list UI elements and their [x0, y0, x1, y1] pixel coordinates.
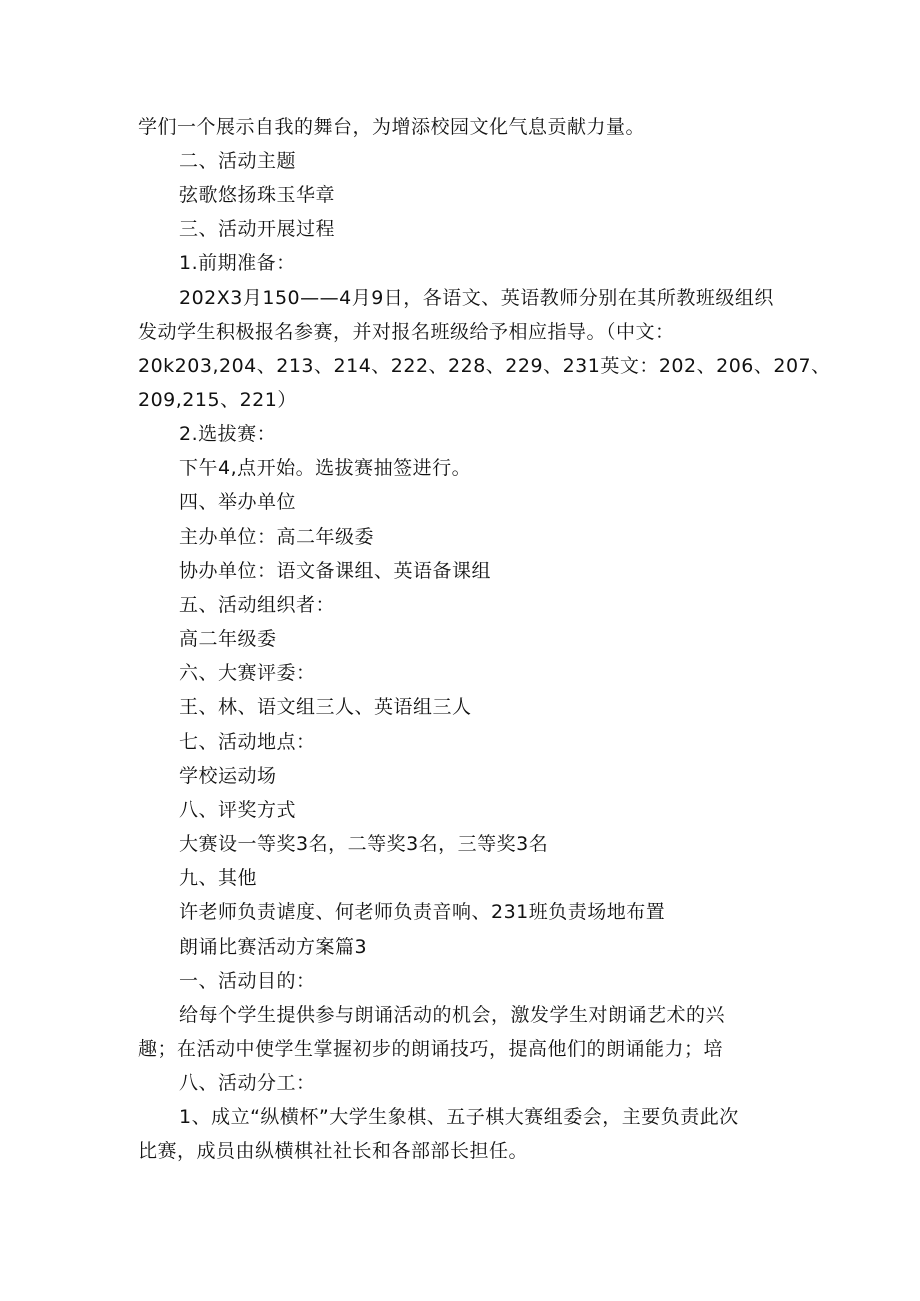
section-heading: 二、活动主题: [179, 150, 297, 172]
text-line: 20k203,204、213、214、222、228、229、231英文：202、206、207、: [138, 355, 831, 377]
subsection-heading: 2.选拔赛：: [179, 423, 277, 445]
article-title: 朗诵比赛活动方案篇3: [179, 936, 368, 958]
section-heading: 七、活动地点：: [179, 731, 316, 753]
text-line: 比赛，成员由纵横棋社社长和各部部长担任。: [138, 1140, 529, 1162]
section-heading: 一、活动目的：: [179, 970, 316, 992]
text-line: 趣；在活动中使学生掌握初步的朗诵技巧，提高他们的朗诵能力；培: [138, 1038, 724, 1060]
text-line: 高二年级委: [179, 628, 277, 650]
section-heading: 五、活动组织者：: [179, 594, 336, 616]
text-line: 弦歌悠扬珠玉华章: [179, 184, 336, 206]
section-heading: 八、评奖方式: [179, 799, 297, 821]
text-line: 许老师负责谑度、何老师负责音响、231班负责场地布置: [179, 901, 666, 923]
text-line: 发动学生积极报名参赛，并对报名班级给予相应指导。（中文：: [138, 321, 675, 343]
section-heading: 四、举办单位: [179, 491, 297, 513]
text-line: 给每个学生提供参与朗诵活动的机会，激发学生对朗诵艺术的兴: [179, 1004, 726, 1026]
section-heading: 三、活动开展过程: [179, 218, 336, 240]
text-line: 1、成立“纵横杯”大学生象棋、五子棋大赛组委会，主要负责此次: [179, 1106, 739, 1128]
text-line: 学们一个展示自我的舞台，为增添校园文化气息贡献力量。: [138, 116, 646, 138]
section-heading: 六、大赛评委：: [179, 662, 316, 684]
text-line: 协办单位：语文备课组、英语备课组: [179, 560, 492, 582]
text-line: 王、林、语文组三人、英语组三人: [179, 696, 472, 718]
subsection-heading: 1.前期准备：: [179, 252, 296, 274]
text-line: 209,215、221）: [138, 389, 297, 411]
text-line: 下午4,点开始。选拔赛抽签进行。: [179, 457, 472, 479]
section-heading: 九、其他: [179, 867, 258, 889]
section-heading: 八、活动分工：: [179, 1072, 316, 1094]
text-line: 202X3月150——4月9日，各语文、英语教师分别在其所教班级组织: [179, 287, 774, 309]
text-line: 学校运动场: [179, 765, 277, 787]
text-line: 大赛设一等奖3名，二等奖3名，三等奖3名: [179, 833, 549, 855]
text-line: 主办单位：高二年级委: [179, 526, 375, 548]
